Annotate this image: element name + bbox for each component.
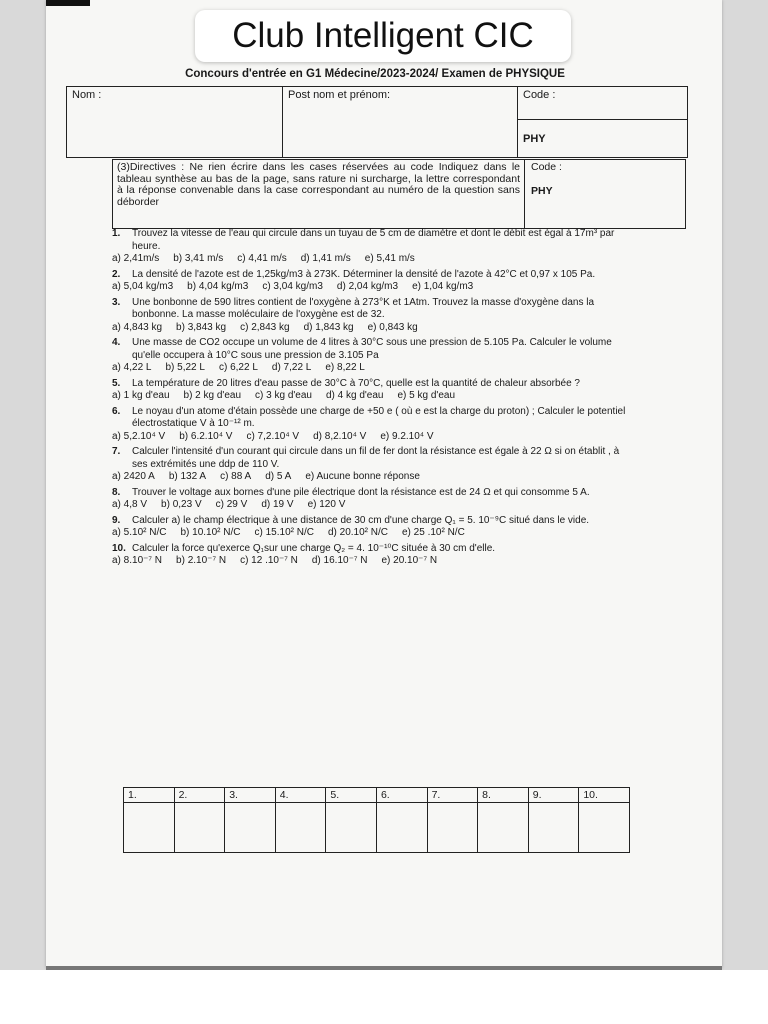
question-item (112, 406, 632, 444)
answer-option: e) 8,22 L (325, 362, 365, 373)
answer-option: b) 6.2.10⁴ V (179, 430, 233, 442)
answer-cell[interactable] (427, 803, 478, 853)
answer-option: d) 8,2.10⁴ V (313, 430, 367, 442)
answer-option: e) Aucune bonne réponse (305, 471, 420, 482)
answer-option: b) 0,23 V (161, 499, 202, 510)
answer-option: d) 4 kg d'eau (325, 390, 384, 401)
answer-option: a) 2,41m/s (112, 253, 160, 264)
answer-column-header: 8. (478, 788, 529, 803)
code-value-cell (518, 120, 688, 158)
question-text-row (112, 378, 632, 391)
directives-code-value: PHY (531, 184, 553, 197)
answer-column-header: 6. (376, 788, 427, 803)
question-item (112, 228, 632, 266)
question-text: La température de 20 litres d'eau passe de 30°C à 70°C, quelle est la quantité de chaleur absorbée ? (132, 377, 580, 389)
answer-option: d) 2,04 kg/m3 (336, 281, 399, 292)
answer-column-header: 7. (427, 788, 478, 803)
question-text: Trouver le voltage aux bornes d'une pile électrique dont la résistance est de 24 Ω et qui consomme 5 A. (132, 486, 590, 498)
question-item (112, 515, 632, 540)
postnom-label: Post nom et prénom: (288, 89, 391, 101)
question-number: 1. (112, 228, 121, 239)
directives-code-cell (525, 160, 685, 228)
answer-cell[interactable] (174, 803, 225, 853)
question-text-row (112, 297, 632, 322)
answer-option: c) 3 kg d'eau (255, 390, 312, 401)
answer-option: e) 25 .10² N/C (402, 527, 465, 538)
answer-options (112, 471, 632, 484)
nom-label: Nom : (72, 89, 102, 101)
question-list (112, 228, 632, 571)
question-number: 6. (112, 405, 121, 417)
answer-cell[interactable] (326, 803, 377, 853)
answer-option: b) 2 kg d'eau (183, 390, 242, 401)
answer-option: b) 132 A (168, 471, 207, 482)
answer-option: b) 3,41 m/s (173, 253, 224, 264)
answer-option: e) 20.10⁻⁷ N (381, 555, 438, 566)
answer-option: d) 20.10² N/C (327, 527, 388, 538)
question-number: 10. (112, 542, 126, 554)
question-item (112, 269, 632, 294)
answer-column-header: 1. (124, 788, 175, 803)
question-text-row (112, 543, 632, 556)
answer-cell[interactable] (376, 803, 427, 853)
answer-option: c) 29 V (215, 499, 248, 510)
answer-option: b) 2.10⁻⁷ N (176, 555, 227, 566)
answer-option: a) 5.10² N/C (112, 527, 167, 538)
question-text-row (112, 446, 632, 471)
answer-column-header: 9. (528, 788, 579, 803)
answer-option: e) 1,04 kg/m3 (412, 281, 474, 292)
nom-cell[interactable] (67, 87, 283, 158)
answer-options (112, 390, 632, 403)
answer-option: a) 2420 A (112, 471, 155, 482)
code-label-cell (518, 87, 688, 120)
answer-option: a) 1 kg d'eau (112, 390, 170, 401)
postnom-cell[interactable] (283, 87, 518, 158)
answer-input-row (124, 803, 630, 853)
question-item (112, 446, 632, 484)
answer-options (112, 253, 632, 266)
exam-title: Concours d'entrée en G1 Médecine/2023-2024/ Examen de PHYSIQUE (185, 68, 565, 80)
question-text-row (112, 228, 632, 253)
question-item (112, 297, 632, 335)
answer-options (112, 281, 632, 294)
question-text-row (112, 487, 632, 500)
answer-column-header: 4. (275, 788, 326, 803)
identity-table (66, 86, 688, 158)
answer-header-row (124, 788, 630, 803)
question-text: Calculer l'intensité d'un courant qui circule dans un fil de fer dont la résistance est égale à 22 Ω si on établit , à ses extrémités une ddp de 110 V. (132, 446, 620, 470)
answer-cell[interactable] (579, 803, 630, 853)
answer-options (112, 555, 632, 568)
answer-option: e) 0,843 kg (367, 321, 418, 333)
question-text: La densité de l'azote est de 1,25kg/m3 à 273K. Déterminer la densité de l'azote à 42°C et 0,97 x 105 Pa. (132, 268, 596, 280)
answer-option: a) 5,04 kg/m3 (112, 281, 174, 292)
answer-option: d) 5 A (265, 471, 292, 482)
club-banner: Club Intelligent CIC (195, 10, 571, 62)
answer-column-header: 10. (579, 788, 630, 803)
answer-option: d) 16.10⁻⁷ N (311, 555, 368, 566)
answer-option: c) 7,2.10⁴ V (246, 430, 300, 442)
question-text: Calculer la force qu'exerce Q₁sur une charge Q₂ = 4. 10⁻¹⁰C située à 30 cm d'elle. (132, 542, 496, 554)
question-item (112, 378, 632, 403)
answer-option: d) 1,41 m/s (300, 253, 351, 264)
question-text: Une masse de CO2 occupe un volume de 4 litres à 30°C sous une pression de 5.105 Pa. Calculer le volume qu'elle occupera à 10°C sous une pression de 3.105 Pa (132, 337, 612, 361)
question-number: 4. (112, 337, 121, 348)
answer-option: a) 4,8 V (112, 499, 148, 510)
answer-option: c) 3,04 kg/m3 (262, 281, 323, 292)
answer-option: e) 9.2.10⁴ V (380, 430, 434, 442)
question-number: 9. (112, 514, 121, 526)
answer-option: e) 5 kg d'eau (397, 390, 456, 401)
question-text-row (112, 515, 632, 528)
answer-option: c) 2,843 kg (240, 321, 290, 333)
directives-box (112, 159, 686, 229)
code-value: PHY (523, 132, 546, 145)
answer-option: a) 5,2.10⁴ V (112, 430, 166, 442)
answer-option: a) 4,22 L (112, 362, 152, 373)
answer-cell[interactable] (528, 803, 579, 853)
answer-options (112, 431, 632, 444)
answer-option: c) 12 .10⁻⁷ N (240, 555, 298, 566)
answer-option: b) 5,22 L (165, 362, 205, 373)
answer-option: c) 15.10² N/C (254, 527, 314, 538)
answer-cell[interactable] (225, 803, 276, 853)
answer-option: a) 4,843 kg (112, 321, 163, 333)
question-number: 7. (112, 446, 121, 457)
answer-column-header: 3. (225, 788, 276, 803)
answer-option: d) 19 V (261, 499, 294, 510)
question-text-row (112, 337, 632, 362)
answer-cell[interactable] (124, 803, 175, 853)
answer-option: d) 1,843 kg (303, 321, 354, 333)
question-text-row (112, 406, 632, 431)
answer-column-header: 2. (174, 788, 225, 803)
question-text-row (112, 269, 632, 282)
question-number: 8. (112, 486, 121, 498)
answer-option: c) 88 A (220, 471, 252, 482)
answer-cell[interactable] (478, 803, 529, 853)
background-area (0, 970, 768, 1024)
answer-option: c) 6,22 L (218, 362, 258, 373)
answer-option: c) 4,41 m/s (237, 253, 287, 264)
directives-text: (3)Directives : Ne rien écrire dans les cases réservées au code Indiquez dans le tableau synthèse au bas de la page, sans rature ni surcharge, la lettre correspondant à la réponse convenable dans la case correspondant au numéro de la question sans déborder (113, 160, 525, 228)
answer-cell[interactable] (275, 803, 326, 853)
answer-table (123, 787, 630, 853)
question-text: Trouvez la vitesse de l'eau qui circule dans un tuyau de 5 cm de diamètre et dont le débit est égal à 17m³ par heure. (132, 228, 615, 252)
question-item (112, 487, 632, 512)
question-item (112, 543, 632, 568)
answer-options (112, 527, 632, 540)
answer-options (112, 499, 632, 512)
answer-option: a) 8.10⁻⁷ N (112, 555, 163, 566)
question-item (112, 337, 632, 375)
answer-option: b) 10.10² N/C (180, 527, 241, 538)
paper-corner-mark (46, 0, 90, 6)
question-text: Le noyau d'un atome d'étain possède une charge de +50 e ( où e est la charge du proton) ; Calculer le potentiel électrostatique V à 10⁻¹² m. (132, 405, 626, 429)
answer-option: e) 120 V (307, 499, 346, 510)
directives-code-label: Code : (531, 161, 562, 173)
question-number: 3. (112, 296, 121, 308)
answer-option: e) 5,41 m/s (364, 253, 415, 264)
answer-options (112, 362, 632, 375)
question-number: 5. (112, 377, 121, 389)
answer-option: d) 7,22 L (271, 362, 312, 373)
answer-options (112, 322, 632, 335)
answer-column-header: 5. (326, 788, 377, 803)
question-number: 2. (112, 268, 121, 280)
answer-option: b) 4,04 kg/m3 (187, 281, 249, 292)
question-text: Calculer a) le champ électrique à une distance de 30 cm d'une charge Q₁ = 5. 10⁻⁹C situé dans le vide. (132, 514, 590, 526)
answer-option: b) 3,843 kg (176, 321, 227, 333)
question-text: Une bonbonne de 590 litres contient de l'oxygène à 273°K et 1Atm. Trouvez la masse d'oxygène dans la bonbonne. La masse moléculaire de l'oxygène est de 32. (132, 296, 595, 320)
code-label: Code : (523, 89, 556, 101)
